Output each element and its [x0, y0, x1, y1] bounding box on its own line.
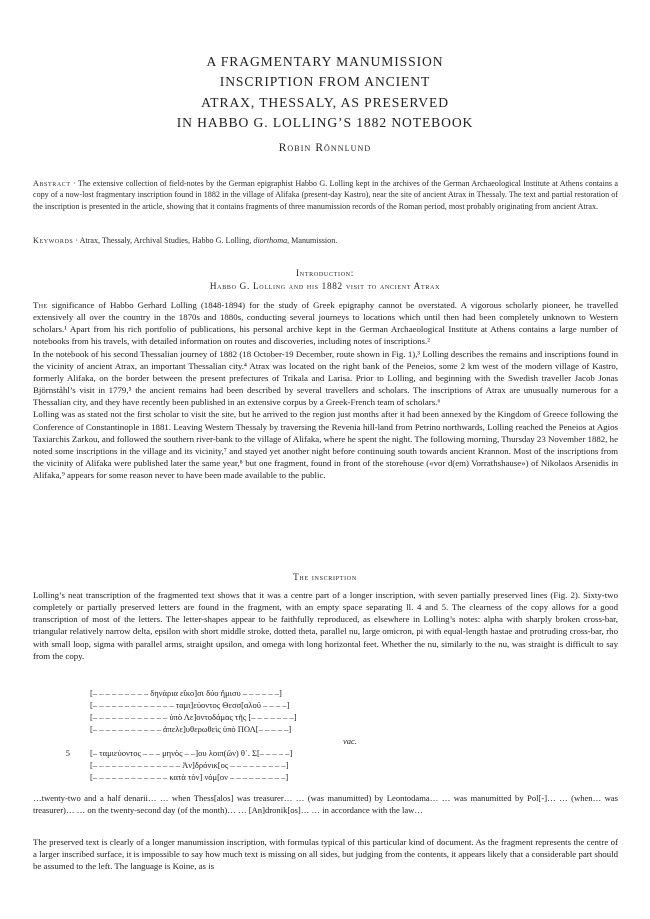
paragraph: Lolling’s neat transcription of the fragmented text shows that it was a centre part of a longer inscription, with seven partially preserved lines (Fig. 2). Sixty-two completely or partially preserved letters are found in the fragment, with an empty space separating ll. 4 and 5. The clearness of the copy allows for a good transcription of most of the letters. The letter-shapes appear to be faithfully reproduced, as elsewhere in Lolling’s notes: alpha with sharply broken cross-bar, triangular relatively narrow delta, epsilon with short middle stroke, dotted theta, parallel nu, large omicron, pi with equal-length hastae and protruding cross-bar, rho with small loop, sigma with parallel arms, straight upsilon, and omega with long horizontal feet. Whether the nu, similarly to the nu, was straight is difficult to say from the copy.: [33, 590, 618, 661]
keyword-italic: diorthoma: [253, 236, 288, 245]
paragraph-lead-in: The: [33, 300, 48, 310]
inscription-line: [60, 687, 390, 699]
section-heading-introduction: Introduction:: [295, 268, 355, 278]
line-text: [– – – – – – – – – δηνάρια εἴκο]σι δύο ἥμισυ – – – – – –]: [90, 688, 282, 698]
inscription-body: [33, 589, 618, 662]
inscription-line: [60, 759, 390, 771]
inscription-line: [60, 771, 390, 783]
abstract-label: Abstract: [33, 179, 71, 188]
inscription-line: [60, 723, 390, 735]
line-text: [– – – – – – – – – – – – κατὰ τὸν] νόμ[ον – – – – – – – – –]: [90, 772, 289, 782]
keywords-text: Atrax, Thessaly, Archival Studies, Habbo G. Lolling,: [79, 236, 254, 245]
article-title: [0, 52, 650, 133]
paragraph: Lolling was as stated not the first scholar to visit the site, but he arrived to the region just months after it had been annexed by the Kingdom of Greece following the Conference of Constantinople in 1881. Leaving Western Thessaly by traversing the Revenia hill-land from Petrino northwards, Lolling reached the Peneios at Agios Taxiarchis Zarkou, and followed the southern river-bank to the village of Alifaka, where he spent the night. The following morning, Thursday 23 November 1882, he noted some inscriptions in the village and its vicinity,⁷ and stayed yet another night before continuing south towards ancient Krannon. Most of the inscriptions from the vicinity of Alifaka were published later the same year,⁸ but one fragment, found in front of the storehouse («vor d(em) Vorrathshause») of Nikolaos Arsenidis in Alifaka,⁹ appears for some reason never to have been made available to the public.: [33, 409, 618, 481]
keywords-separator: ·: [73, 236, 80, 245]
abstract-text: The extensive collection of field-notes by the German epigraphist Habbo G. Lolling kept in the archives of the German Archaeological Institute at Athens contains a copy of a now-lost fragmentary inscription found in 1882 in the village of Alifaka (present-day Kastro), near the site of ancient Atrax in Thessaly. The text and partial restoration of the inscription is presented in the article, showing that it contains fragments of three manumission records of the Roman period, most probably originating from ancient Atrax.: [33, 179, 618, 211]
section-heading-inscription: The inscription: [293, 572, 357, 582]
abstract: [33, 178, 618, 212]
inscription-line: [60, 747, 390, 759]
paragraph-text: significance of Habbo Gerhard Lolling (1848-1894) for the study of Greek epigraphy cannot be overstated. A vigorous scholarly pioneer, he travelled extensively all over the country in the 1870s and 1880s, conducting several journeys to locations which until then had been completely unknown to Western scholars.¹ Apart from his rich portfolio of publications, his personal archive kept in the German Archaeological Institute at Athens contains a large number of notebooks from his travels, with detailed information on routes and discoveries, including notes of inscriptions.²: [33, 300, 618, 347]
paragraph: [33, 299, 618, 348]
line-text: [– – – – – – – – – – – – – – Ἀν]δρόνικ[ος – – – – – – – – –]: [90, 760, 289, 770]
inscription-line: [60, 699, 390, 711]
inscription-translation: …twenty-two and a half denarii… … when Thess[alos] was treasurer… … (was manumitted) by Leontodama… … was manumitted by Pol[-]… … (when… was treasurer)… … on the twenty-second day (of the month)… … [An]dronik[os]… … in accordance with the law…: [33, 793, 618, 815]
line-text: [– – – – – – – – – – – ἀπελε]υθερωθεὶς ὑπὸ ΠΟΛ[– – – – –]: [90, 724, 292, 734]
line-text: [– – – – – – – – – – – – ὑπὸ Λε]οντοδάμας τῆς [– – – – – – –]: [90, 712, 297, 722]
keywords: [33, 235, 618, 246]
inscription-line: [60, 735, 390, 747]
title-line: INSCRIPTION FROM ANCIENT: [219, 74, 431, 90]
inscription-line: [60, 711, 390, 723]
keywords-label: Keywords: [33, 236, 74, 245]
abstract-separator: ·: [70, 179, 78, 188]
inscription-text: [60, 687, 390, 783]
title-line: ATRAX, THESSALY, AS PRESERVED: [201, 94, 449, 110]
introduction-body: [33, 299, 618, 481]
paragraph: The preserved text is clearly of a longer manumission inscription, with formulas typical of this particular kind of document. As the fragment represents the centre of a larger inscribed surface, it is impossible to say how much text is missing on all sides, but judging from the contents, it appears likely that a considerable part should be assumed to the left. The language is Koine, as is: [33, 837, 618, 872]
title-line: A FRAGMENTARY MANUMISSION: [206, 54, 444, 69]
title-line: IN HABBO G. LOLLING’S 1882 NOTEBOOK: [176, 114, 474, 130]
line-text: [– ταμιεύοντος – – – μηνὸς – –]ου λοιπ(ῶν) θ΄. Σ[– – – – –]: [90, 748, 293, 758]
vacat-marker: vac.: [343, 736, 357, 746]
section-subheading-introduction: Habbo G. Lolling and his 1882 visit to ancient Atrax: [209, 281, 441, 291]
line-number: 5: [65, 748, 70, 758]
line-text: [– – – – – – – – – – – – – ταμι]εύοντος Θεσσ[αλοῦ – – – –]: [90, 700, 290, 710]
keywords-end: , Manumission.: [287, 236, 338, 245]
author-name: Robin Rönnlund: [278, 142, 372, 154]
paragraph: In the notebook of his second Thessalian journey of 1882 (18 October-19 December, route shown in Fig. 1),³ Lolling describes the remains and inscriptions found in the vicinity of ancient Atrax, an important Thessalian city.⁴ Atrax was located on the right bank of the Peneios, some 2 km west of the modern village of Kastro, formerly Alifaka, on the border between the present prefectures of Trikala and Larisa. Prior to Lolling, and beginning with the Swedish traveller Jacob Jonas Björnståhl’s visit in 1779,⁵ the ancient remains had been described by several travellers and scholars. The inscriptions of Atrax are unusually numerous for a Thessalian city, and they have recently been published in an extensive corpus by a Greek-French team of scholars.⁶: [33, 348, 618, 408]
